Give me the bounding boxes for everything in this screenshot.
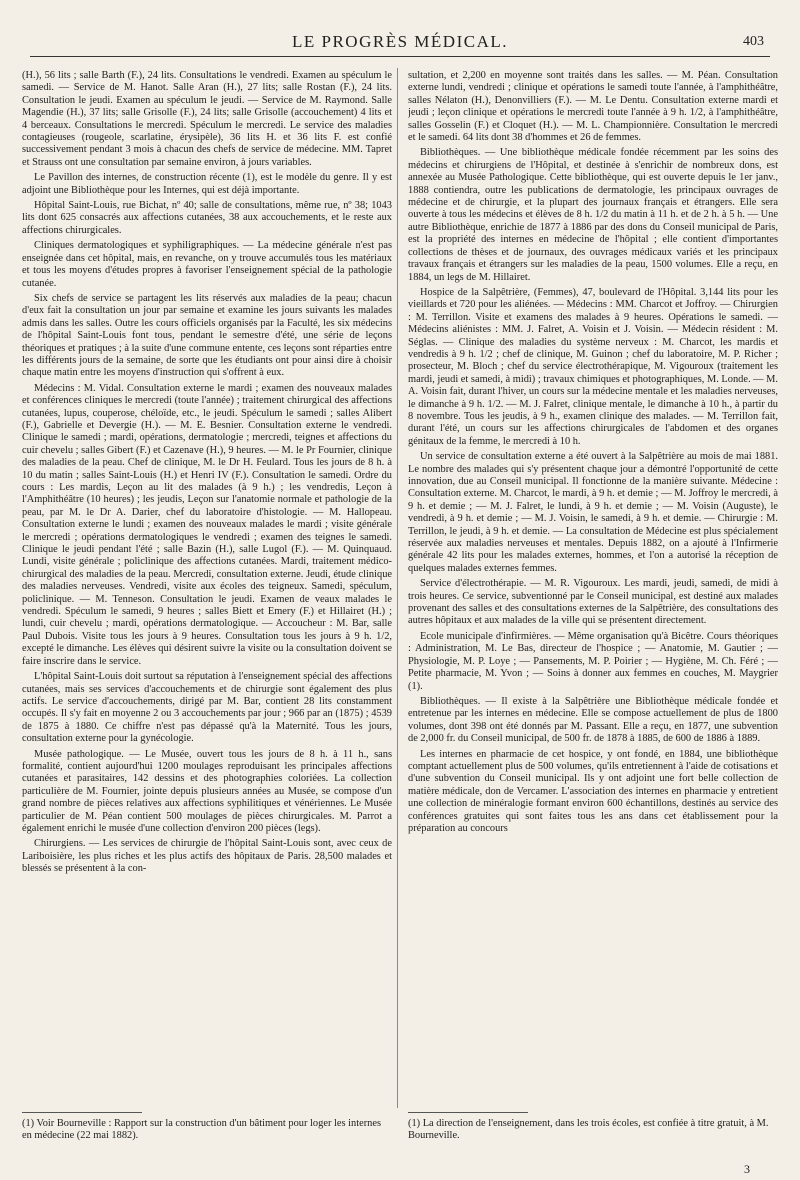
journal-title: LE PROGRÈS MÉDICAL. [292, 32, 508, 51]
page-number: 403 [743, 34, 764, 49]
paragraph: Les internes en pharmacie de cet hospice, y ont fondé, en 1884, une bibliothèque comptant actuellement plus de 500 volumes, qu'ils entretiennent à l'aide de cotisations et d'une subvention du Conseil municipal. Ils y ont adjoint une fort belle collection de matière médicale, don de Vercamer. L'association des internes en pharmacie y entretient une collection de minéralogie formant environ 600 échantillons, destinés au service des conférences gratuites qui sont faites tous les ans dans cet établissement pour la préparation au concours [408, 748, 778, 834]
page-header [30, 32, 770, 58]
paragraph: Hospice de la Salpêtrière, (Femmes), 47, boulevard de l'Hôpital. 3,144 lits pour les vieillards et 720 pour les aliénées. — Médecins : MM. Charcot et Joffroy. — Chirurgien : M. Terrillon. Visite et examens des malades à 9 heures. Opérations le samedi. — Médecins aliénistes : MM. J. Falret, A. Voisin et J. Voisin. — Médecin résident : M. Séglas. — Clinique des maladies du système nerveux : M. Charcot, les mardis et vendredis à 9 h. 1/2 ; chef de clinique, M. Guinon ; chef du laboratoire, M. P. Richer ; prosecteur, M. Bloch ; chef du service électrothérapique, M. Vigouroux (traitement les mardi, jeudi et samedi, à midi) ; travaux chimiques et photographiques, M. Londe. — M. A. Voisin fait, durant l'hiver, un cours sur la médecine mentale et les maladies nerveuses, le dimanche à 9 h. 1/2. — M. J. Falret, clinique mentale, le dimanche à 10 h., à partir du 8 novembre. Tous les jeudis, à 9 h., examen clinique des malades. — M. Terrillon fait, durant l'été, un cours sur les affections chirurgicales de l'abdomen et des organes génitaux de la femme, le mercredi à 10 h. [408, 286, 778, 447]
paragraph: (H.), 56 lits ; salle Barth (F.), 24 lits. Consultations le vendredi. Examen au spéculum le samedi. — Service de M. Hanot. Salle Aran (H.), 27 lits; salle Rostan (F.), 24 lits. Consultation le jeudi. Examen au spéculum le jeudi. — Service de M. Raymond. Salle Magendie (H.), 37 lits; salle Grisolle (F.), 24 lits; salle Grisolle (accouchement) 4 lits et 4 berceaux. Consultations le mercredi. Spéculum le mercredi. Le service des maladies contagieuses (rougeole, scarlatine, érysipèle), 36 lits H. et 36 lits F. est confié successivement pendant 3 mois à chacun des chefs de service de médecine. MM. Tapret et Strauss ont une consultation par semaine environ, à jours variables. [22, 70, 392, 168]
footnote-rule [408, 1112, 528, 1113]
column-divider [397, 68, 398, 1108]
paragraph: Six chefs de service se partagent les lits réservés aux maladies de la peau; chacun d'eux fait la consultation un jour par semaine et examine les jours suivants les malades admis dans les salles. Outre les cours officiels organisés par la Faculté, les six médecins de l'hôpital Saint-Louis font tous, pendant le semestre d'été, une série de leçons théoriques et pratiques ; à la suite d'une commune entente, ces leçons sont réparties entre les différents jours de la semaine, de sorte que les étudiants ont pour ainsi dire à choisir chaque matin entre les moyens d'instruction qui s'offrent à eux. [22, 292, 392, 379]
header-rule [30, 56, 770, 57]
right-column [408, 70, 778, 1110]
paragraph: Service d'électrothérapie. — M. R. Vigouroux. Les mardi, jeudi, samedi, de midi à trois heures. Ce service, subventionné par le Conseil municipal, est destiné aux malades provenant des salles et des consultations externes de la Salpêtrière, des consultations des autres hôpitaux et aux malades de la ville qui se présentent directement. [408, 578, 778, 627]
footnote-left: (1) Voir Bourneville : Rapport sur la construction d'un bâtiment pour loger les internes en médecine (22 mai 1882). [22, 1118, 382, 1142]
paragraph: L'hôpital Saint-Louis doit surtout sa réputation à l'enseignement spécial des affections cutanées, mais ses services d'accouchements et de chirurgie sont également des plus actifs. Le service d'accouchements, dirigé par M. Bar, contient 28 lits constamment occupés. Il s'y fait en moyenne 2 ou 3 accouchements par jour ; 966 par an (1875) ; 4539 de 1875 à 1880. Ce chiffre n'est pas dépassé qu'à la Maternité. Tous les jours, consultation externe pour la gynécologie. [22, 671, 392, 745]
paragraph: sultation, et 2,200 en moyenne sont traités dans les salles. — M. Péan. Consultation externe lundi, vendredi ; clinique et opérations le samedi toute l'année, à l'amphithéâtre, salles Nélaton (H.), Denonvilliers (F.). — M. Le Dentu. Consultation externe mardi et jeudi ; leçon clinique et opérations le mercredi toute l'année à 9 h. 1/2, à l'amphithéâtre, salles Gosselin (F.) et Cloquet (H.). — M. L. Championnière. Consultation le mercredi et le samedi. 64 lits dont 38 d'hommes et 26 de femmes. [408, 70, 778, 144]
left-column [22, 70, 392, 1110]
footnote-right: (1) La direction de l'enseignement, dans les trois écoles, est confiée à titre gratuit, à M. Bourneville. [408, 1118, 769, 1142]
paragraph: Chirurgiens. — Les services de chirurgie de l'hôpital Saint-Louis sont, avec ceux de Lariboisière, les plus riches et les plus actifs des hôpitaux de Paris. 28,500 malades et blessés se présentent à la con- [22, 838, 392, 875]
paragraph: Médecins : M. Vidal. Consultation externe le mardi ; examen des nouveaux malades et conférences cliniques le mercredi (toute l'année) ; traitement chirurgical des affections cutanées, lupus, couperose, chéloïde, etc., le jeudi. Spéculum le samedi ; salles Alibert (F.), Gabrielle et Devergie (H.). — M. E. Besnier. Consultation externe le vendredi. Clinique le samedi ; mardi, opérations, dermatologie ; mercredi, teignes et affections du cuir chevelu ; salles Gibert (F.) et Cazenave (H.), 9 heures. — M. le Pr Fournier, clinique des maladies de la peau. Chef de clinique, M. le Dr H. Feulard. Tous les jours de 8 h. à 10 du matin ; salles Saint-Louis (H.) et Henri IV (F.). Consultation le samedi. Ordre du cours : Les mardis, Leçon au lit des malades (à 9 h.) ; les vendredis, Leçon à l'Amphithéâtre (10 heures) ; les jeudis, Leçon sur l'anatomie normale et pathologie de la peau, par M. le Dr A. Darier, chef du laboratoire d'histologie. — M. Hallopeau. Consultation externe le lundi ; examen des nouveaux malades le mardi ; visite générale le mercredi ; opérations dermatologiques le vendredi ; examen des teignes le samedi. Clinique le jeudi pendant l'été ; salle Bazin (H.), salle Lugol (F.). — M. Quinquaud. Lundi, visite générale ; policlinique des affections cutanées. Mardi, traitement médico-chirurgical des maladies de la peau. Mercredi, consultation externe. Jeudi, étude clinique des maladies nerveuses. Vendredi, visite aux écoles des teigneux. Samedi, spéculum, policlinique. — M. Tenneson. Consultation le jeudi. Examen de veaux malades le vendredi. Spéculum le samedi, 9 heures ; salles Biett et Emery (F.) et Hillairet (H.) ; lundi, cuir chevelu ; mardi, opérations dermatologique. — Accoucheur : M. Bar, salle Paul Dubois. Visite tous les jours à 9 heures. Consultation tous les jours à 9 h. 1/2, excepté le dimanche. Les élèves qui désirent suivre la visite ou la consultation doivent se faire inscrire dans le service. [22, 382, 392, 667]
paragraph: Un service de consultation externe a été ouvert à la Salpêtrière au mois de mai 1881. Le nombre des malades qui s'y présentent chaque jour a démontré l'opportunité de cette innovation, due au Conseil municipal. Il fonctionne de la manière suivante. Médecine : Consultation externe. M. Charcot, le mardi, à 9 h. et demie ; — M. Joffroy le mercredi, à 9 h. et demie ; — M. J. Falret, le lundi, à 9 h. et demie ; — M. Voisin (Auguste), le vendredi, à 9 h. et demie ; — M. J. Voisin, le samedi, à 9 h. et demie. — Chirurgie : M. Terrillon, le jeudi, à 9 h. et demie. — La consultation de Médecine est plus spécialement réservée aux maladies nerveuses et mentales. Depuis 1882, on a ajouté à l'Infirmerie générale 42 lits pour les malades externes, hommes, et l'on a autorisé la réception de quelques malades externes femmes. [408, 451, 778, 574]
paragraph: Hôpital Saint-Louis, rue Bichat, nº 40; salle de consultations, même rue, nº 38; 1043 lits dont 625 consacrés aux affections cutanées, 38 aux accouchements, et le reste aux affections chirurgicales. [22, 200, 392, 236]
paragraph: Ecole municipale d'infirmières. — Même organisation qu'à Bicêtre. Cours théoriques : Administration, M. Le Bas, directeur de l'hospice ; — Anatomie, M. Gautier ; — Physiologie, M. P. Loye ; — Pansements, M. P. Poirier ; — Hygiène, M. Ch. Féré ; — Petite pharmacie, M. Yvon ; — Soins à donner aux femmes en couches, M. Maygrier (1). [408, 630, 778, 692]
paragraph: Cliniques dermatologiques et syphiligraphiques. — La médecine générale n'est pas enseignée dans cet hôpital, mais, en revanche, on y trouve accumulés tous les matériaux et tous les moyens d'études propres à favoriser l'enseignement spécial de la pathologie cutanée. [22, 240, 392, 289]
paragraph: Bibliothèques. — Il existe à la Salpêtrière une Bibliothèque médicale fondée et entretenue par les internes en médecine. Elle se compose actuellement de plus de 1800 volumes, dont 398 ont été donnés par M. Passant. Elle a reçu, en 1877, une subvention de 2,000 fr. du Conseil municipal, de 500 fr. de 1878 à 1885, de 600 de 1886 à 1889. [408, 695, 778, 745]
footnote-rule [22, 1112, 142, 1113]
paragraph: Le Pavillon des internes, de construction récente (1), est le modèle du genre. Il y est adjoint une Bibliothèque pour les Internes, qui est déjà importante. [22, 172, 392, 196]
paragraph: Bibliothèques. — Une bibliothèque médicale fondée récemment par les soins des médecins et chirurgiens de l'Hôpital, et destinée à s'enrichir de nombreux dons, est annexée au Musée Pathologique. Cette bibliothèque, qui est ouverte depuis le 1er janv., 1888 contiendra, outre les publications de dermatologie, les principaux ouvrages de médecine et de chirurgie, et la plupart des journaux français et étrangers. Elle sera ouverte à tous les médecins et élèves de 8 h. 1/2 du matin à 11 h. et de 2 h. à 5 h. — Une autre Bibliothèque, enrichie de 1877 à 1886 par des dons du Conseil municipal de Paris, est la propriété des internes en médecine de l'hôpital ; elle contient d'importantes collections de thèses et de journaux, des ouvrages médicaux variés et les principaux travaux français et étrangers sur les maladies de la peau, 1500 volumes. Elle a reçu, en 1884, un legs de M. Hillairet. [408, 147, 778, 283]
paragraph: Musée pathologique. — Le Musée, ouvert tous les jours de 8 h. à 11 h., sans formalité, contient aujourd'hui 1200 moulages reproduisant les principales affections cutanées et parasitaires, 142 dessins et des photographies coloriées. La collection particulière de M. Fournier, jointe depuis plusieurs années au Musée, se compose d'un grand nombre de pièces relatives aux affections syphilitiques et vénériennes. Le Musée particulier de M. Péan contient 500 moulages de pièces chirurgicales. M. Parrot a également enrichi le musée d'une collection d'environ 200 pièces (legs). [22, 748, 392, 834]
signature-mark: 3 [744, 1162, 750, 1176]
